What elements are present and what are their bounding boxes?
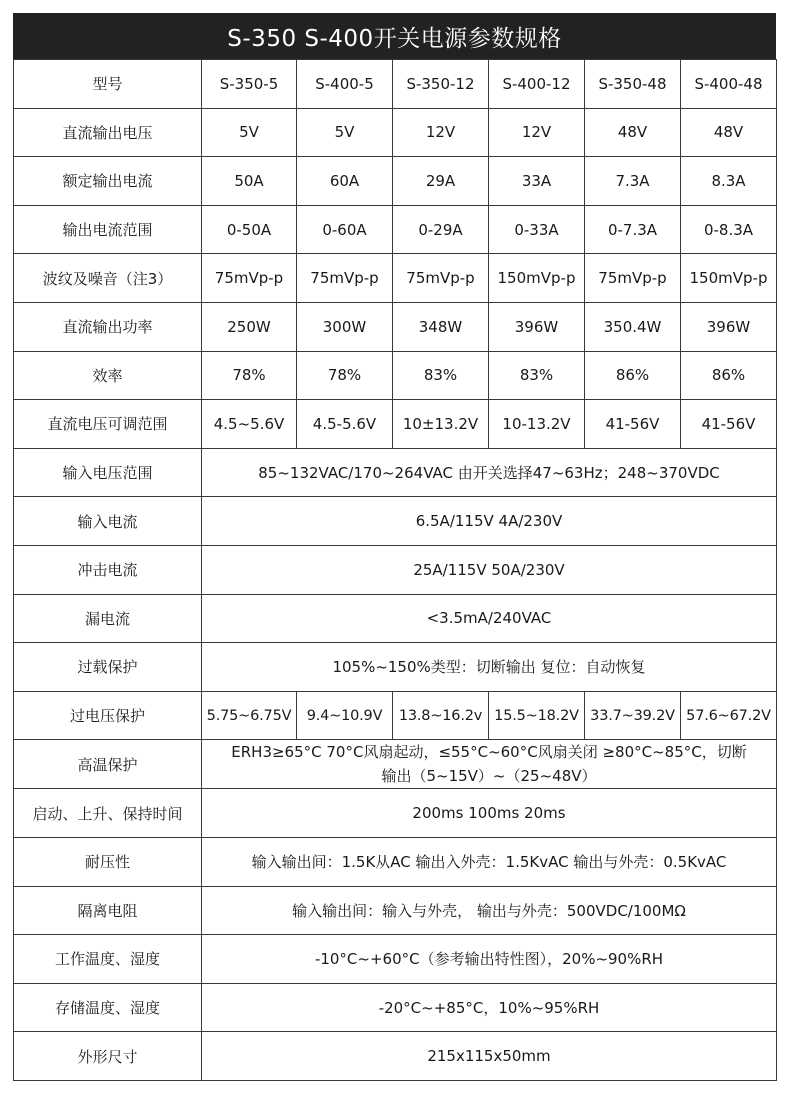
value-cell: 29A — [393, 157, 489, 206]
table-row-overtemp — [14, 740, 777, 789]
row-label: 效率 — [14, 351, 202, 400]
value-cell: 78% — [202, 351, 297, 400]
value-cell: 57.6~67.2V — [681, 691, 777, 740]
value-cell: 396W — [681, 302, 777, 351]
value-cell: 150mVp-p — [681, 254, 777, 303]
value-cell: 0-50A — [202, 205, 297, 254]
value-cell: 8.3A — [681, 157, 777, 206]
row-label: 直流电压可调范围 — [14, 400, 202, 449]
table-row-withstand — [14, 837, 777, 886]
table-row-work-temp — [14, 935, 777, 984]
value-cell: 75mVp-p — [202, 254, 297, 303]
table-row-overload — [14, 643, 777, 692]
value-cell: 83% — [489, 351, 585, 400]
table-row-leakage-current — [14, 594, 777, 643]
value-cell: 9.4~10.9V — [297, 691, 393, 740]
value-cell: 105%~150%类型：切断输出 复位：自动恢复 — [202, 643, 777, 692]
value-cell: -10°C~+60°C（参考输出特性图），20%~90%RH — [202, 935, 777, 984]
table-row-storage-temp — [14, 983, 777, 1032]
value-cell: 60A — [297, 157, 393, 206]
table-row-isolation — [14, 886, 777, 935]
overtemp-line-1: ERH3≥65°C 70°C风扇起动，≤55°C~60°C风扇关闭 ≥80°C~85°C，切断 — [231, 743, 747, 762]
value-cell: 75mVp-p — [585, 254, 681, 303]
row-label: 隔离电阻 — [14, 886, 202, 935]
value-cell: 350.4W — [585, 302, 681, 351]
value-cell: 0-33A — [489, 205, 585, 254]
page-title: S-350 S-400开关电源参数规格 — [13, 13, 776, 59]
value-cell: 75mVp-p — [297, 254, 393, 303]
value-cell: <3.5mA/240VAC — [202, 594, 777, 643]
overtemp-line-2: 输出（5~15V）~（25~48V） — [381, 767, 597, 786]
value-cell: 215x115x50mm — [202, 1032, 777, 1081]
value-cell: 输入输出间：1.5K从AC 输出入外壳：1.5KvAC 输出与外壳：0.5KvAC — [202, 837, 777, 886]
row-label: 工作温度、湿度 — [14, 935, 202, 984]
row-label: 耐压性 — [14, 837, 202, 886]
row-label: 输入电压范围 — [14, 448, 202, 497]
row-label: 启动、上升、保持时间 — [14, 789, 202, 838]
value-cell: 5V — [297, 108, 393, 157]
value-cell: 12V — [393, 108, 489, 157]
model-cell: S-400-48 — [681, 60, 777, 109]
row-label: 直流输出电压 — [14, 108, 202, 157]
spec-table — [13, 59, 777, 1081]
value-cell: 0-8.3A — [681, 205, 777, 254]
value-cell: 86% — [681, 351, 777, 400]
table-row-output-power — [14, 302, 777, 351]
value-cell: 0-29A — [393, 205, 489, 254]
row-label: 高温保护 — [14, 740, 202, 789]
model-cell: S-400-12 — [489, 60, 585, 109]
value-cell: 83% — [393, 351, 489, 400]
table-row-ripple-noise — [14, 254, 777, 303]
value-cell: 25A/115V 50A/230V — [202, 545, 777, 594]
model-cell: S-350-5 — [202, 60, 297, 109]
value-cell: 输入输出间：输入与外壳， 输出与外壳：500VDC/100MΩ — [202, 886, 777, 935]
model-cell: S-400-5 — [297, 60, 393, 109]
table-row-dimensions — [14, 1032, 777, 1081]
value-cell: 150mVp-p — [489, 254, 585, 303]
table-row-model — [14, 60, 777, 109]
row-label-model: 型号 — [14, 60, 202, 109]
value-cell: -20°C~+85°C，10%~95%RH — [202, 983, 777, 1032]
value-cell: 33.7~39.2V — [585, 691, 681, 740]
row-label: 冲击电流 — [14, 545, 202, 594]
value-cell: 6.5A/115V 4A/230V — [202, 497, 777, 546]
value-cell — [202, 740, 777, 789]
table-row-input-current — [14, 497, 777, 546]
model-cell: S-350-48 — [585, 60, 681, 109]
value-cell: 0-60A — [297, 205, 393, 254]
row-label: 波纹及噪音（注3） — [14, 254, 202, 303]
table-row-inrush-current — [14, 545, 777, 594]
value-cell: 10±13.2V — [393, 400, 489, 449]
value-cell: 75mVp-p — [393, 254, 489, 303]
table-row-dc-voltage — [14, 108, 777, 157]
value-cell: 48V — [585, 108, 681, 157]
model-cell: S-350-12 — [393, 60, 489, 109]
value-cell: 7.3A — [585, 157, 681, 206]
value-cell: 48V — [681, 108, 777, 157]
row-label: 漏电流 — [14, 594, 202, 643]
table-row-adjust-range — [14, 400, 777, 449]
row-label: 直流输出功率 — [14, 302, 202, 351]
value-cell: 396W — [489, 302, 585, 351]
value-cell: 12V — [489, 108, 585, 157]
row-label: 额定输出电流 — [14, 157, 202, 206]
value-cell: 4.5-5.6V — [297, 400, 393, 449]
value-cell: 348W — [393, 302, 489, 351]
table-row-timing — [14, 789, 777, 838]
value-cell: 5V — [202, 108, 297, 157]
value-cell: 85~132VAC/170~264VAC 由开关选择47~63Hz；248~370VDC — [202, 448, 777, 497]
value-cell: 78% — [297, 351, 393, 400]
value-cell: 4.5~5.6V — [202, 400, 297, 449]
value-cell: 10-13.2V — [489, 400, 585, 449]
value-cell: 300W — [297, 302, 393, 351]
value-cell: 250W — [202, 302, 297, 351]
value-cell: 5.75~6.75V — [202, 691, 297, 740]
value-cell: 200ms 100ms 20ms — [202, 789, 777, 838]
value-cell: 33A — [489, 157, 585, 206]
value-cell: 50A — [202, 157, 297, 206]
value-cell: 13.8~16.2v — [393, 691, 489, 740]
row-label: 过载保护 — [14, 643, 202, 692]
value-cell: 15.5~18.2V — [489, 691, 585, 740]
row-label: 存储温度、湿度 — [14, 983, 202, 1032]
row-label: 输出电流范围 — [14, 205, 202, 254]
table-row-efficiency — [14, 351, 777, 400]
row-label: 过电压保护 — [14, 691, 202, 740]
value-cell: 0-7.3A — [585, 205, 681, 254]
row-label: 输入电流 — [14, 497, 202, 546]
table-row-rated-current — [14, 157, 777, 206]
table-row-overvoltage — [14, 691, 777, 740]
table-row-input-voltage — [14, 448, 777, 497]
value-cell: 86% — [585, 351, 681, 400]
value-cell: 41-56V — [585, 400, 681, 449]
value-cell: 41-56V — [681, 400, 777, 449]
table-row-current-range — [14, 205, 777, 254]
row-label: 外形尺寸 — [14, 1032, 202, 1081]
